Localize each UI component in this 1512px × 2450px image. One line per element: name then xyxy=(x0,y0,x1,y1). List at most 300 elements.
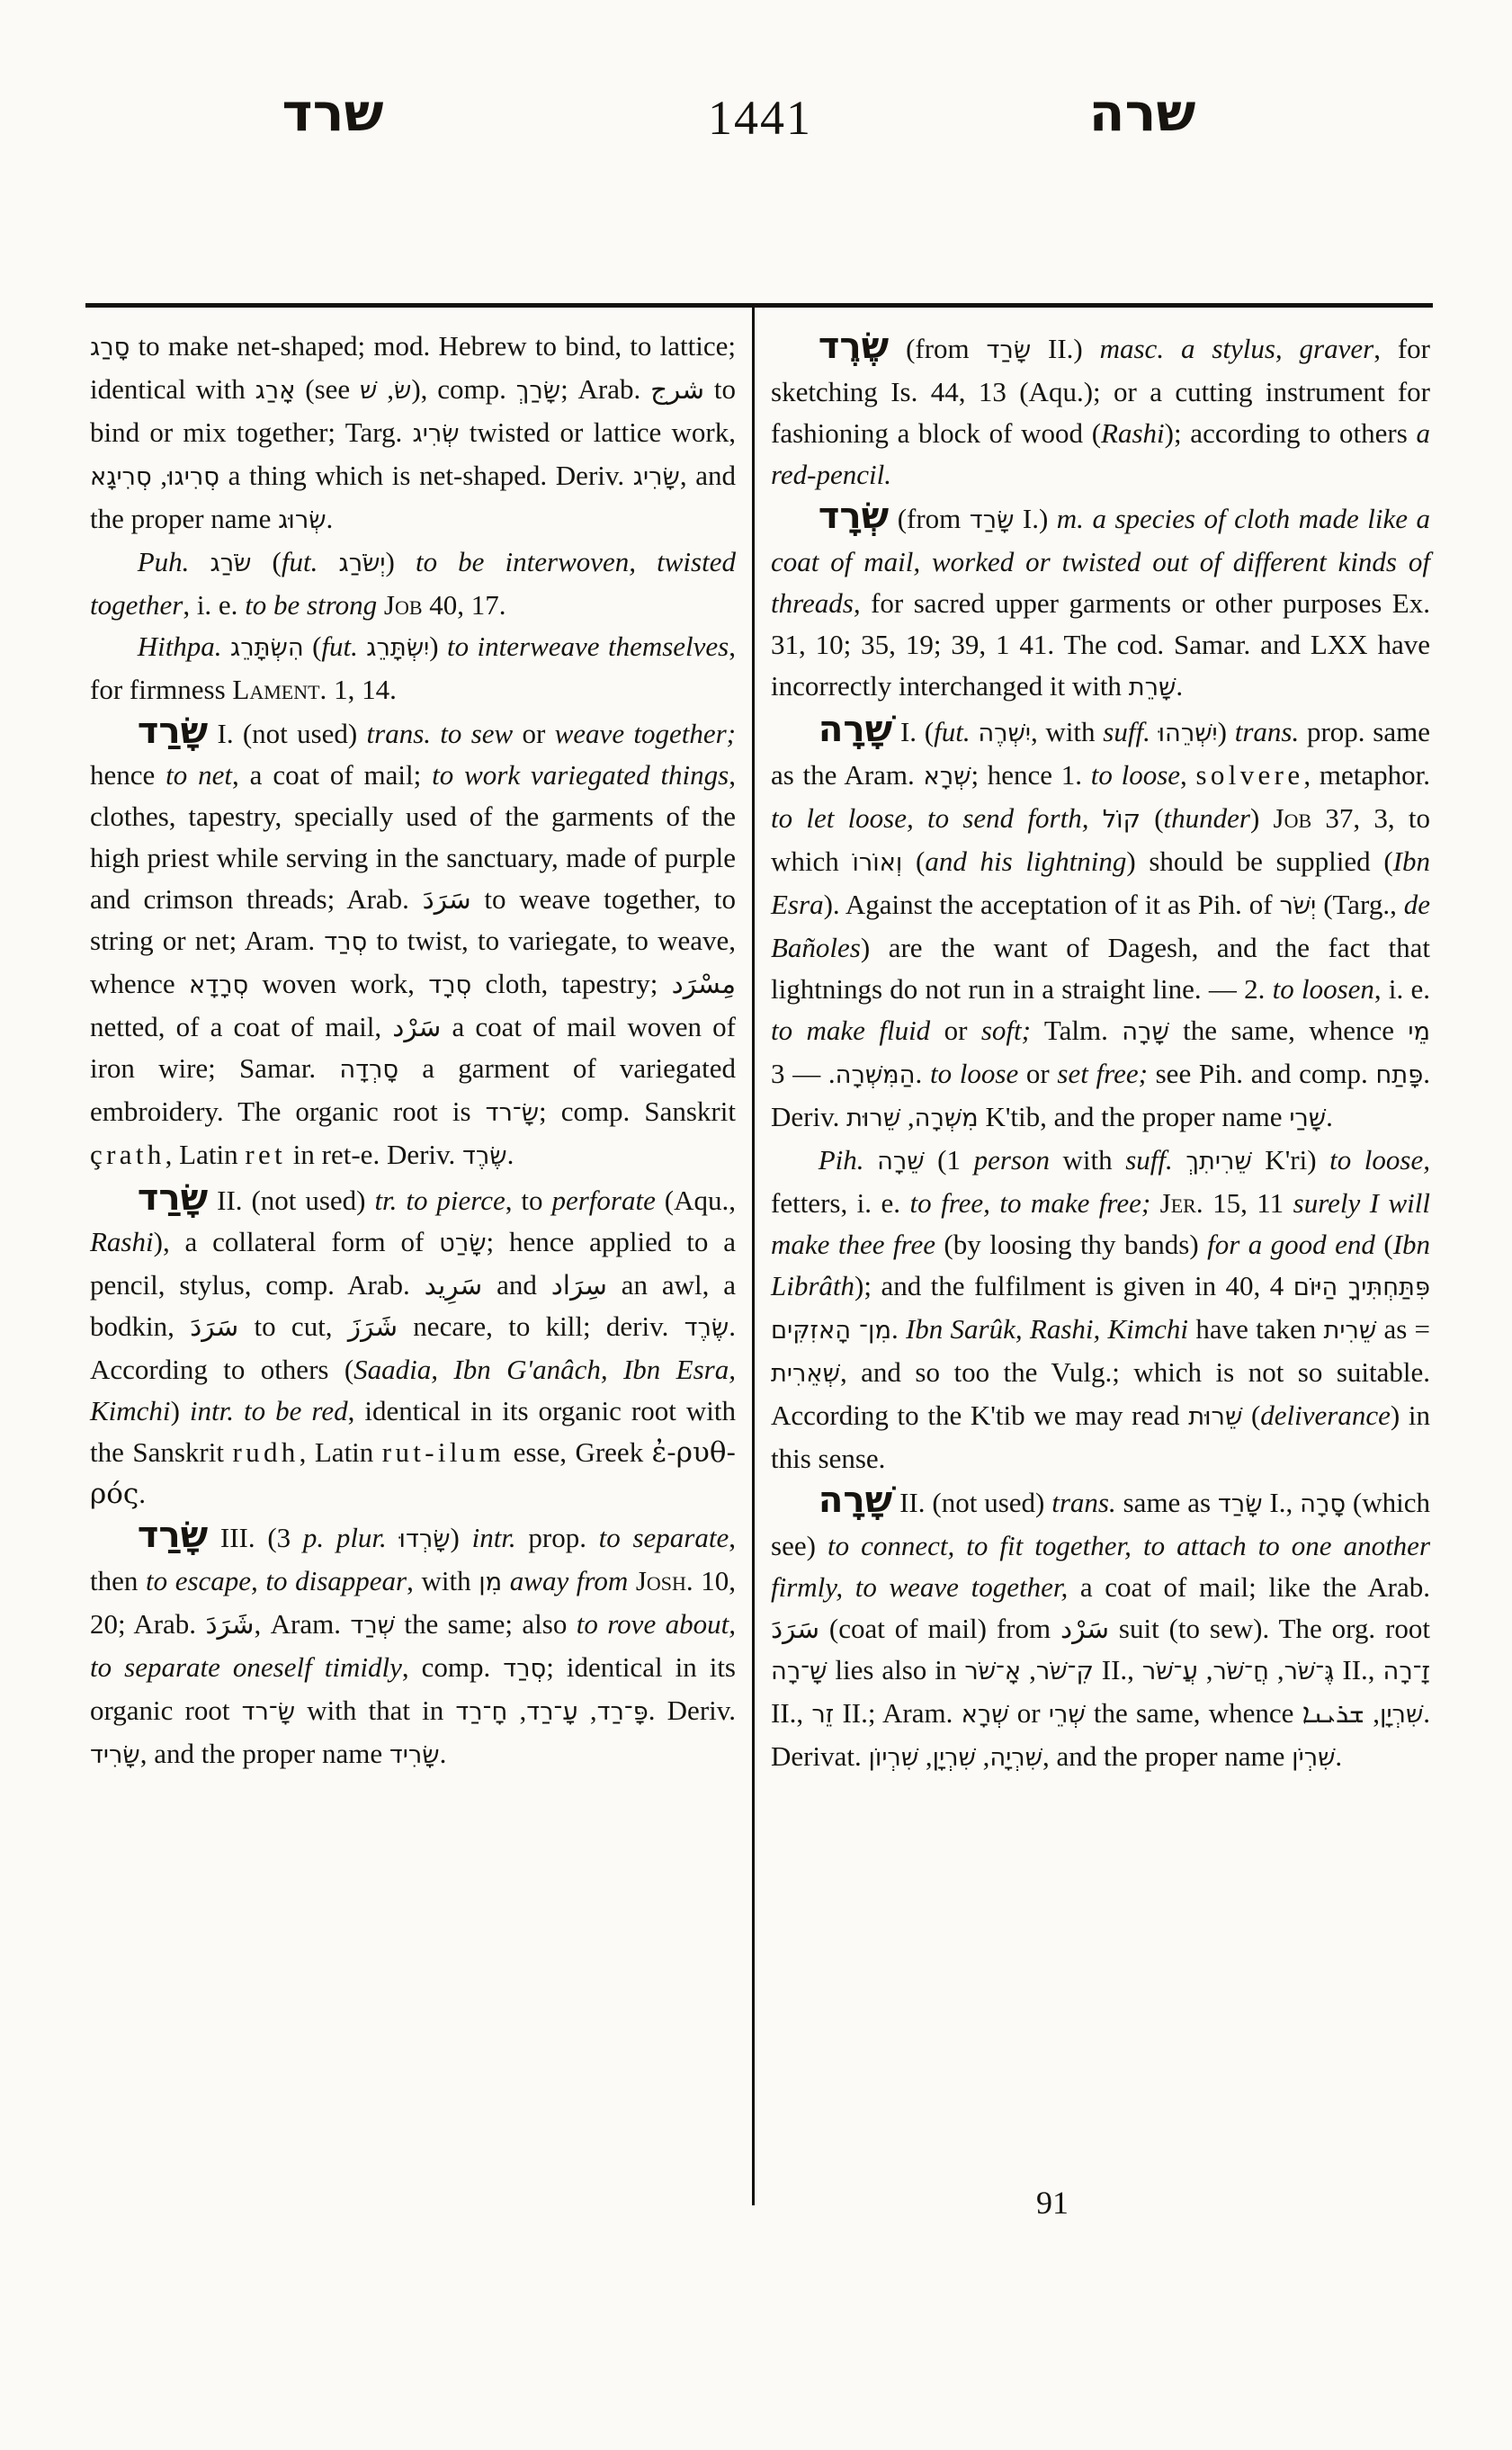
header-keyword-left: שרד xyxy=(282,82,384,143)
hebrew-run: שִׁרְיֹן xyxy=(1292,1744,1336,1772)
italic-run: Ibn Esra xyxy=(771,845,1430,920)
hebrew-run: שְׁאֵרִית xyxy=(771,1360,840,1388)
text-run: . — 3. xyxy=(771,1058,930,1089)
text-run: esse, Greek xyxy=(505,1436,652,1468)
text-run: a coat of mail woven of iron wire; Samar. xyxy=(90,1011,736,1084)
arabic-run: سِرَاد xyxy=(550,1270,607,1301)
hebrew-run: שָׂ־רד xyxy=(241,1698,296,1726)
hebrew-headword: שָׂרַד xyxy=(137,1176,209,1219)
text-run: or xyxy=(513,718,555,749)
paragraph xyxy=(90,1515,736,1776)
smallcaps-run: Job xyxy=(383,589,423,621)
text-run: . Deriv. xyxy=(771,1058,1430,1132)
hebrew-run: סְרִיגָא xyxy=(90,463,152,491)
italic-run: soft; xyxy=(980,1015,1031,1046)
italic-run: masc. a stylus, graver xyxy=(1099,333,1374,364)
hebrew-headword: שָׁרָה xyxy=(818,1479,893,1521)
text-run: , and the proper name xyxy=(1042,1740,1293,1772)
hebrew-run: קוֹל xyxy=(1102,806,1141,834)
text-run: , with xyxy=(1030,716,1104,747)
text-run: ( xyxy=(303,630,322,662)
arabic-run: سَرَدَ xyxy=(422,884,471,915)
hebrew-run: שְׁרֵי xyxy=(1048,1701,1086,1729)
text-run: hence xyxy=(90,759,166,791)
arabic-run: سَرِيد xyxy=(424,1270,483,1301)
text-run: woven work, xyxy=(248,968,429,999)
hebrew-run: יְשֹׁר xyxy=(1279,892,1317,920)
hebrew-run: סְרַד xyxy=(324,928,368,956)
italic-run: to work variegated things xyxy=(432,759,729,791)
spaced-run: solvere xyxy=(1195,759,1304,791)
text-run: ). Against the acceptation of it as Pih. of xyxy=(823,889,1280,920)
text-run: I. ( xyxy=(892,716,935,747)
signature-number: 91 xyxy=(1036,2185,1069,2221)
italic-run: to be interwoven, twisted together xyxy=(90,546,736,621)
italic-run: Pih. xyxy=(818,1144,878,1176)
text-run: . Derivat. xyxy=(771,1697,1431,1772)
text-run: , and so too the Vulg.; which is not so suitable. According to the K'tib we may read xyxy=(771,1356,1430,1431)
text-run: (which see) xyxy=(771,1487,1430,1561)
italic-run: Ibn Librâth xyxy=(771,1229,1431,1301)
text-run: II.) xyxy=(1031,333,1100,364)
page-number: 1441 xyxy=(708,91,812,145)
text-run: ; comp. Sanskrit xyxy=(539,1095,736,1127)
text-run: ) in this sense. xyxy=(771,1399,1430,1474)
hebrew-run: שֵׁרוּת xyxy=(1188,1403,1243,1431)
hebrew-run: שָׁרָה xyxy=(1122,1018,1169,1046)
text-run: 15, 11 xyxy=(1203,1187,1293,1219)
text-run: , for sketching Is. 44, 13 (Aqu.); or a cutting instrument for fashioning a block of wood ( xyxy=(771,333,1430,449)
hebrew-run: שָׂ־רד xyxy=(485,1099,540,1127)
text-run: ( xyxy=(251,546,282,577)
text-run: , xyxy=(1364,1697,1381,1729)
text-run: ), comp. xyxy=(411,373,516,405)
hebrew-run: שָׂרִיד xyxy=(389,1741,440,1769)
italic-run: thunder xyxy=(1163,802,1250,834)
text-run: a garment of variegated embroidery. The organic root is xyxy=(90,1052,736,1127)
italic-run: to separate xyxy=(598,1522,729,1553)
italic-run: Rashi xyxy=(1101,417,1165,449)
hebrew-headword: שֶׂרֶד xyxy=(818,325,890,367)
hebrew-run: חֲ־שֹׁר xyxy=(1212,1658,1269,1685)
italic-run: fut. xyxy=(321,630,367,662)
text-run: , and the proper name xyxy=(90,460,736,534)
text-run: ( xyxy=(1140,802,1164,834)
italic-run: set free; xyxy=(1057,1058,1148,1089)
text-run: . According to others ( xyxy=(90,1310,736,1385)
text-run xyxy=(1150,1187,1159,1219)
text-run: (by loosing thy bands) xyxy=(935,1229,1208,1260)
hebrew-run: סָרְדָה xyxy=(339,1056,399,1084)
text-run: (coat of mail) from xyxy=(819,1613,1060,1644)
text-run: ) should be supplied ( xyxy=(1126,845,1393,877)
hebrew-run: סְרַד xyxy=(503,1655,547,1683)
column-right xyxy=(771,326,1430,1779)
text-run: , Aram. xyxy=(254,1608,351,1640)
text-run: , Latin xyxy=(165,1139,246,1170)
arabic-run: سَرْد xyxy=(392,1012,442,1042)
text-run: II.; Aram. xyxy=(834,1697,962,1729)
smallcaps-run: Jer. xyxy=(1159,1187,1203,1219)
paragraph xyxy=(90,626,736,711)
text-run: , Latin xyxy=(299,1436,382,1468)
text-run: with xyxy=(1049,1144,1126,1176)
italic-run: Ibn Sarûk, Rashi, Kimchi xyxy=(905,1313,1189,1345)
text-run: , xyxy=(577,1694,597,1726)
hebrew-run: אָ־שֹׁר xyxy=(964,1658,1022,1685)
text-run: , to xyxy=(505,1185,552,1216)
italic-run: weave together; xyxy=(554,718,737,749)
italic-run: fut. xyxy=(934,716,979,747)
italic-run: to loosen xyxy=(1272,973,1374,1005)
smallcaps-run: Josh. xyxy=(635,1565,693,1596)
hebrew-run: אָרַג xyxy=(255,377,296,405)
text-run: netted, of a coat of mail, xyxy=(90,1011,393,1042)
text-run: see Pih. and comp. xyxy=(1147,1058,1376,1089)
text-run: II., xyxy=(771,1697,812,1729)
text-run: . xyxy=(1176,670,1184,702)
text-run: suit (to sew). The org. root xyxy=(1109,1613,1430,1644)
text-run: K'ri) xyxy=(1251,1144,1330,1176)
text-run: , xyxy=(918,1740,933,1772)
paragraph xyxy=(771,1480,1430,1779)
hebrew-run: שְׁרַד xyxy=(350,1612,395,1640)
text-run: , xyxy=(900,1101,915,1132)
italic-run: to escape, to disappear xyxy=(145,1565,407,1596)
text-run: , then xyxy=(90,1522,736,1596)
paragraph xyxy=(771,1140,1430,1480)
italic-run: intr. to be red xyxy=(189,1395,348,1426)
text-run: twisted or lattice work, xyxy=(459,416,737,448)
greek-run: ἐ-ρυθ-ρός xyxy=(90,1436,736,1510)
text-run: ); according to others xyxy=(1164,417,1417,449)
hebrew-headword: שָׂרַד xyxy=(137,710,209,752)
text-run: ) xyxy=(1217,716,1235,747)
column-left xyxy=(90,326,736,1776)
italic-run: to loose xyxy=(929,1058,1019,1089)
hebrew-headword: שָׁרָה xyxy=(818,708,893,750)
header-keyword-right: שרה xyxy=(1088,82,1196,143)
text-run: or xyxy=(1018,1058,1058,1089)
hebrew-run: שָׁרֵת xyxy=(1128,674,1176,702)
text-run: fetters, i. e. xyxy=(771,1187,910,1219)
italic-run: trans. xyxy=(1234,716,1300,747)
italic-run: Hithpa. xyxy=(137,630,230,662)
hebrew-run: שְׁרָא xyxy=(923,763,971,791)
spaced-run: rut-ilum xyxy=(381,1436,505,1468)
text-run: 37, 3, to which xyxy=(771,802,1430,877)
hebrew-run: יִשְׁרֵהוּ xyxy=(1158,720,1218,747)
italic-run: trans. to sew xyxy=(366,718,514,749)
text-run: ; Arab. xyxy=(560,373,651,405)
text-run: . xyxy=(1326,1101,1333,1132)
hebrew-run: סְרָדָא xyxy=(188,971,249,999)
italic-run: tr. to pierce xyxy=(374,1185,505,1216)
arabic-run: شَرَدَ xyxy=(205,1609,255,1640)
italic-run: Puh. xyxy=(137,546,210,577)
italic-run: person xyxy=(973,1144,1050,1176)
smallcaps-run: Job xyxy=(1273,802,1312,834)
italic-run: to loose xyxy=(1090,759,1181,791)
text-run: an awl, a bodkin, xyxy=(90,1269,737,1342)
hebrew-run: שָׂרִיג xyxy=(632,463,680,491)
text-run: II. (not used) xyxy=(892,1487,1052,1518)
italic-run: to let loose, to send forth, xyxy=(771,802,1103,834)
hebrew-run: פִּתַּחְתִּיךָ הַיּוֹם מִן־ הָאזִקִּים xyxy=(771,1274,1430,1345)
hebrew-run: וְאוֹרוֹ xyxy=(852,849,903,877)
text-run: 1, 14. xyxy=(327,674,397,705)
hebrew-headword: שָׂרַד xyxy=(137,1514,209,1556)
italic-run: deliverance xyxy=(1260,1399,1391,1431)
text-run: ) xyxy=(1249,802,1274,834)
hebrew-run: שָׁ־רָה xyxy=(771,1658,828,1685)
paragraph xyxy=(90,326,736,541)
text-run: III. (3 xyxy=(208,1522,303,1553)
text-run: ), a collateral form of xyxy=(153,1226,440,1257)
arabic-run: سَرَدَ xyxy=(771,1614,820,1644)
hebrew-run: שֶׂרֶד xyxy=(462,1142,507,1170)
text-run: (from xyxy=(889,503,970,534)
text-run: , xyxy=(377,373,394,405)
text-run: in ret-e. Deriv. xyxy=(286,1139,463,1170)
text-run: ( xyxy=(1374,1229,1393,1260)
text-run: , i. e. xyxy=(1373,973,1430,1005)
text-run: (Targ., xyxy=(1316,889,1404,920)
hebrew-run: שֶׂרֶד xyxy=(684,1314,729,1342)
text-run: a coat of mail; like the Arab. xyxy=(1068,1571,1431,1603)
italic-run: Rashi xyxy=(90,1226,154,1257)
text-run: . xyxy=(1335,1740,1343,1772)
text-run: to make net-shaped; mod. Hebrew to bind, to lattice; identical with xyxy=(90,330,736,405)
italic-run: to loose, xyxy=(1329,1144,1430,1176)
text-run: 10, 20; Arab. xyxy=(90,1565,737,1640)
text-run: 40, 17. xyxy=(422,589,506,621)
text-run: prop. xyxy=(515,1522,599,1553)
text-run: ) xyxy=(429,630,448,662)
text-run: I. (not used) xyxy=(208,718,367,749)
text-run: I., xyxy=(1262,1487,1301,1518)
hebrew-run: הִשְׂתָּרֵג xyxy=(229,634,304,662)
hebrew-run: מֵי הַמִּשְׁרָה xyxy=(835,1018,1431,1089)
hebrew-run: שׂ xyxy=(393,377,412,405)
text-run: cloth, tapestry; xyxy=(471,968,672,999)
italic-run: de Bañoles xyxy=(771,889,1431,963)
hebrew-run: עָ־רַד xyxy=(526,1698,578,1726)
text-run: with that in xyxy=(295,1694,456,1726)
hebrew-run: שֵׁרוּת xyxy=(846,1104,901,1132)
text-run: as = xyxy=(1376,1313,1431,1345)
text-run: , xyxy=(1197,1654,1213,1685)
italic-run: to free, to make free; xyxy=(909,1187,1151,1219)
italic-run: surely I will make thee free xyxy=(771,1187,1431,1260)
text-run: (see xyxy=(295,373,361,405)
text-run: (from xyxy=(889,333,987,364)
text-run: (1 xyxy=(924,1144,974,1176)
italic-run: trans. xyxy=(1051,1487,1116,1518)
text-run: to weave together, to string or net; Aram. xyxy=(90,883,736,956)
italic-run: to net xyxy=(166,759,233,791)
text-run: ) xyxy=(170,1395,190,1426)
text-run: ; hence applied to a pencil, stylus, comp. Arab. xyxy=(90,1226,736,1301)
text-run: . Deriv. xyxy=(648,1694,736,1726)
hebrew-run: פָּ־רַד xyxy=(596,1698,649,1726)
text-run: ) are the want of Dagesh, and the fact that lightnings do not run in a straight line. — 2. xyxy=(771,932,1430,1005)
text-run: to bind or mix together; Targ. xyxy=(90,373,737,448)
italic-run: and his lightning xyxy=(925,845,1127,877)
hebrew-run: שׁ xyxy=(360,377,378,405)
italic-run: intr. xyxy=(471,1522,516,1553)
hebrew-run: שְׂרוּג xyxy=(278,506,327,534)
hebrew-run: שָׂרַט xyxy=(439,1229,487,1257)
text-run: , xyxy=(1021,1654,1036,1685)
hebrew-run: קִ־שֹׁר xyxy=(1035,1658,1094,1685)
italic-run: to be strong xyxy=(245,589,384,621)
text-run: ) xyxy=(385,546,416,577)
hebrew-run: סָרָה xyxy=(1300,1490,1346,1518)
column-divider-rule xyxy=(752,308,755,2205)
arabic-run: مِسْرَد xyxy=(671,969,737,999)
hebrew-run: שָׂרַךְ xyxy=(515,377,561,405)
text-run: the same; also xyxy=(394,1608,577,1640)
text-run: , metaphor. xyxy=(1303,759,1431,791)
text-run: , i. e. xyxy=(183,589,246,621)
hebrew-run: מִשְׁרָה xyxy=(914,1104,979,1132)
italic-run: to connect, to fit together, to attach to one another firmly, to weave together, xyxy=(771,1530,1431,1603)
hebrew-run: זֵר xyxy=(811,1701,835,1729)
hebrew-run: סְרִיגוּ xyxy=(167,463,219,491)
header-rule xyxy=(85,303,1433,308)
hebrew-run: שָׂרַד xyxy=(1217,1490,1263,1518)
text-run: and xyxy=(482,1269,551,1301)
arabic-run: شرج xyxy=(650,374,705,405)
hebrew-run: שִׁרְיָן xyxy=(1380,1701,1424,1729)
text-run: . xyxy=(506,1139,514,1170)
hebrew-run: עֲ־שֹׁר xyxy=(1141,1658,1198,1685)
italic-run: to make fluid xyxy=(771,1015,931,1046)
italic-run: suff. xyxy=(1103,716,1159,747)
text-run: , clothes, tapestry, specially used of the garments of the high priest while serving in the sanctuary, made of purple and crimson threads; Arab. xyxy=(90,759,736,915)
hebrew-run: שָׂרַד xyxy=(969,506,1015,534)
text-run: the same, whence xyxy=(1168,1015,1409,1046)
hebrew-run: מִן xyxy=(479,1569,503,1596)
text-run: . xyxy=(439,1738,447,1769)
text-run: , xyxy=(1180,759,1196,791)
text-run: , xyxy=(507,1694,527,1726)
text-run: , a coat of mail; xyxy=(232,759,433,791)
hebrew-run: שִׁרְיָן xyxy=(932,1744,976,1772)
hebrew-run: חָ־רַד xyxy=(455,1698,508,1726)
text-run: ) xyxy=(450,1522,472,1553)
hebrew-run: שִׁרְיוֹן xyxy=(868,1744,919,1772)
text-run: or xyxy=(1008,1697,1049,1729)
paragraph xyxy=(771,709,1430,1140)
hebrew-run: יִשְׁרֶה xyxy=(978,720,1031,747)
text-run: , identical in its organic root with the Sanskrit xyxy=(90,1395,736,1468)
text-run: to twist, to variegate, to weave, whence xyxy=(90,925,736,999)
hebrew-run: שֵׁרִיתִךְ xyxy=(1185,1148,1252,1176)
hebrew-run: שֹׂרַג xyxy=(210,550,252,577)
text-run: Talm. xyxy=(1030,1015,1123,1046)
text-run: prop. same as the Aram. xyxy=(771,716,1430,791)
italic-run: to rove about, to separate oneself timidly xyxy=(90,1608,736,1683)
arabic-run: شَرَزَ xyxy=(347,1311,398,1342)
text-run: K'tib, and the proper name xyxy=(978,1101,1290,1132)
text-run: same as xyxy=(1115,1487,1218,1518)
text-run: a thing which is net-shaped. Deriv. xyxy=(219,460,633,491)
text-run: ( xyxy=(1242,1399,1261,1431)
arabic-run: ܫܪܝܢܐ xyxy=(1302,1698,1365,1729)
paragraph xyxy=(90,711,736,1177)
text-run: II., xyxy=(1334,1654,1383,1685)
hebrew-run: פָּתַח xyxy=(1375,1061,1424,1089)
text-run: , xyxy=(1268,1654,1284,1685)
italic-run: Saadia, Ibn G'anâch, Ibn Esra, Kimchi xyxy=(90,1354,736,1426)
text-run: have taken xyxy=(1188,1313,1324,1345)
paragraph xyxy=(90,541,736,626)
hebrew-run: שָׂרִיד xyxy=(90,1741,140,1769)
hebrew-run: סָרַג xyxy=(90,334,130,362)
hebrew-run: שָׂרַד xyxy=(986,336,1032,364)
hebrew-run: יִשְׂתָּרֵג xyxy=(366,634,430,662)
italic-run: suff. xyxy=(1125,1144,1186,1176)
hebrew-run: גֶּ־שֹׁר xyxy=(1284,1658,1335,1685)
paragraph xyxy=(90,1177,736,1515)
text-run: necare, to kill; deriv. xyxy=(398,1310,684,1342)
paragraph xyxy=(771,326,1430,496)
hebrew-run: שֵׁרָה xyxy=(877,1148,925,1176)
text-run: , and the proper name xyxy=(139,1738,389,1769)
smallcaps-run: Lament. xyxy=(232,674,327,705)
text-run: , with xyxy=(407,1565,479,1596)
hebrew-run: שָׂרְדוּ xyxy=(398,1525,451,1553)
text-run: I.) xyxy=(1014,503,1057,534)
hebrew-run: שֵׁרִית xyxy=(1323,1317,1377,1345)
text-run: (Aqu., xyxy=(655,1185,736,1216)
italic-run: away from xyxy=(509,1565,629,1596)
text-run xyxy=(628,1565,636,1596)
hebrew-run: שָׁרַי xyxy=(1289,1104,1327,1132)
spaced-run: çrath xyxy=(90,1139,166,1170)
text-run: to cut, xyxy=(238,1310,348,1342)
spaced-run: ret xyxy=(245,1139,287,1170)
italic-run: m. a species of cloth made like a coat of mail, worked or twisted out of different kinds of threads, xyxy=(771,503,1430,619)
text-run: ( xyxy=(902,845,926,877)
hebrew-run: יְשֹׂרַג xyxy=(338,550,386,577)
text-run: . xyxy=(326,503,334,534)
arabic-run: سَرْد xyxy=(1060,1614,1110,1644)
text-run: , xyxy=(151,460,168,491)
hebrew-run: שִׁרְיָה xyxy=(989,1744,1042,1772)
text-run: II., xyxy=(1093,1654,1142,1685)
hebrew-run: שְׁרָא xyxy=(961,1701,1009,1729)
text-run: , for firmness xyxy=(90,630,736,705)
italic-run: perforate xyxy=(551,1185,656,1216)
italic-run: p. plur. xyxy=(302,1522,399,1553)
hebrew-headword: שְׂרָד xyxy=(818,495,890,537)
text-run: the same, whence xyxy=(1085,1697,1302,1729)
text-run: II. (not used) xyxy=(208,1185,375,1216)
text-run: ); and the fulfilment is given in 40, 4 xyxy=(854,1270,1293,1301)
text-run: or xyxy=(930,1015,981,1046)
text-run xyxy=(502,1565,510,1596)
text-run: ; hence 1. xyxy=(971,759,1091,791)
text-run: ; identical in its organic root xyxy=(90,1651,736,1726)
text-run: . xyxy=(890,1313,906,1345)
text-run: , comp. xyxy=(401,1651,504,1683)
italic-run: fut. xyxy=(281,546,339,577)
text-run: , xyxy=(975,1740,990,1772)
spaced-run: rudh xyxy=(232,1436,300,1468)
